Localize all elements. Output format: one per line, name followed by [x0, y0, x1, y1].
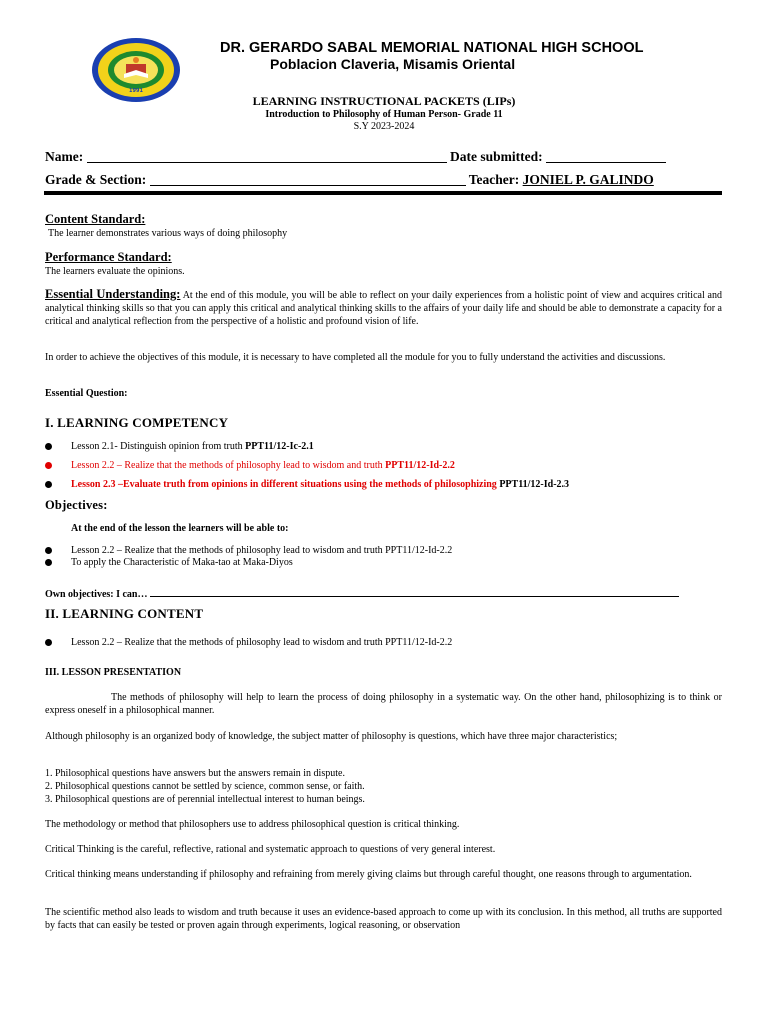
- competency-item-text: Lesson 2.3 –Evaluate truth from opinions in different situations using the methods of philosophizing: [71, 479, 500, 490]
- grade-label: Grade & Section:: [45, 172, 147, 187]
- competency-item-code: PPT11/12-Id-2.2: [385, 460, 455, 471]
- lesson-paragraph: The methodology or method that philosophers use to address philosophical question is critical thinking.: [45, 819, 460, 830]
- essential-understanding: [45, 288, 722, 328]
- name-row: [45, 148, 666, 165]
- essential-understanding-heading: Essential Understanding:: [45, 287, 181, 301]
- essential-understanding-text: At the end of this module, you will be able to reflect on your daily experiences from a holistic point of view and acquires critical and analytical thinking skills so that you can apply this critical and analytical thinking skills to the affairs of your daily life and should be able to demonstrate a capacity for a critical and analytical reflection from the perspective of a holistic and profound vision of life.: [45, 290, 722, 327]
- logo-year-text: 1991: [129, 88, 143, 94]
- learning-competency-heading: I. LEARNING COMPETENCY: [45, 415, 229, 430]
- competency-item-text: Lesson 2.2 – Realize that the methods of philosophy lead to wisdom and truth: [71, 460, 386, 471]
- teacher-name: JONIEL P. GALINDO: [522, 172, 654, 187]
- course-title: Introduction to Philosophy of Human Person- Grade 11: [265, 109, 503, 120]
- school-year: S.Y 2023-2024: [353, 121, 415, 132]
- lesson-paragraph: Critical thinking means understanding if philosophy and refraining from merely giving claims but through careful thought, one reasons through to argumentation.: [45, 869, 692, 880]
- performance-standard-text: The learners evaluate the opinions.: [45, 266, 185, 277]
- content-standard-text: The learner demonstrates various ways of doing philosophy: [48, 228, 288, 239]
- bullet-icon: [45, 481, 52, 488]
- content-item-text: Lesson 2.2 – Realize that the methods of philosophy lead to wisdom and truth PPT11/12-Id-2.2: [71, 637, 453, 648]
- bullet-icon: [45, 462, 52, 469]
- name-label: Name:: [45, 149, 84, 164]
- competency-item-code: PPT11/12-Id-2.3: [499, 479, 570, 490]
- own-objectives-row: [45, 587, 679, 601]
- characteristic-item: 1. Philosophical questions have answers but the answers remain in dispute.: [45, 768, 345, 779]
- objectives-intro: At the end of the lesson the learners will be able to:: [71, 523, 289, 534]
- lesson-paragraph: The methods of philosophy will help to learn the process of doing philosophy in a systematic way. On the other hand, philosophizing is to think or express oneself in a philosophical manner.: [45, 692, 722, 716]
- school-address: Poblacion Claveria, Misamis Oriental: [270, 56, 516, 72]
- header-divider: [44, 191, 722, 195]
- lesson-presentation-heading: III. LESSON PRESENTATION: [45, 667, 182, 678]
- learning-content-heading: II. LEARNING CONTENT: [45, 606, 204, 621]
- competency-item: [45, 479, 735, 492]
- competency-item: [45, 460, 735, 473]
- objective-item: [45, 557, 735, 570]
- grade-row: [45, 171, 654, 188]
- essential-question-label: Essential Question:: [45, 388, 128, 399]
- content-item: [45, 637, 735, 650]
- content-standard-heading: Content Standard:: [45, 212, 146, 226]
- objectives-heading: Objectives:: [45, 498, 108, 512]
- essential-understanding-paragraph: In order to achieve the objectives of this module, it is necessary to have completed all the module for you to fully understand the activities and discussions.: [45, 352, 666, 363]
- bullet-icon: [45, 443, 52, 450]
- date-label: Date submitted:: [449, 149, 543, 164]
- teacher-label: Teacher:: [468, 172, 520, 187]
- own-objectives-field[interactable]: [150, 587, 679, 597]
- objective-item-text: Lesson 2.2 – Realize that the methods of philosophy lead to wisdom and truth PPT11/12-Id-2.2: [71, 545, 453, 556]
- lesson-paragraph: The scientific method also leads to wisdom and truth because it uses an evidence-based approach to come up with its conclusion. In this method, all truths are supported by facts that can easily be tested or proven again through experiments, logical reasoning, or observation: [45, 907, 722, 931]
- document-title: LEARNING INSTRUCTIONAL PACKETS (LIPs): [252, 94, 516, 108]
- competency-item-text: Lesson 2.1- Distinguish opinion from truth: [71, 441, 246, 452]
- characteristic-item: 3. Philosophical questions are of perennial intellectual interest to human beings.: [45, 794, 365, 805]
- lesson-paragraph: Critical Thinking is the careful, reflective, rational and systematic approach to questions of very general interest.: [45, 844, 496, 855]
- bullet-icon: [45, 547, 52, 554]
- characteristic-item: 2. Philosophical questions cannot be settled by science, common sense, or faith.: [45, 781, 365, 792]
- lesson-paragraph: Although philosophy is an organized body of knowledge, the subject matter of philosophy is questions, which have three major characteristics;: [45, 731, 618, 742]
- grade-field[interactable]: [150, 171, 466, 186]
- bullet-icon: [45, 639, 52, 646]
- objective-item-text: To apply the Characteristic of Maka-tao at Maka-Diyos: [71, 557, 293, 568]
- own-objectives-label: Own objectives: I can…: [45, 589, 150, 600]
- name-field[interactable]: [87, 148, 447, 163]
- date-field[interactable]: [546, 148, 666, 163]
- school-name: DR. GERARDO SABAL MEMORIAL NATIONAL HIGH SCHOOL: [220, 40, 644, 56]
- competency-item-code: PPT11/12-Ic-2.1: [245, 441, 314, 452]
- bullet-icon: [45, 559, 52, 566]
- performance-standard-heading: Performance Standard:: [45, 250, 172, 264]
- competency-item: [45, 441, 735, 454]
